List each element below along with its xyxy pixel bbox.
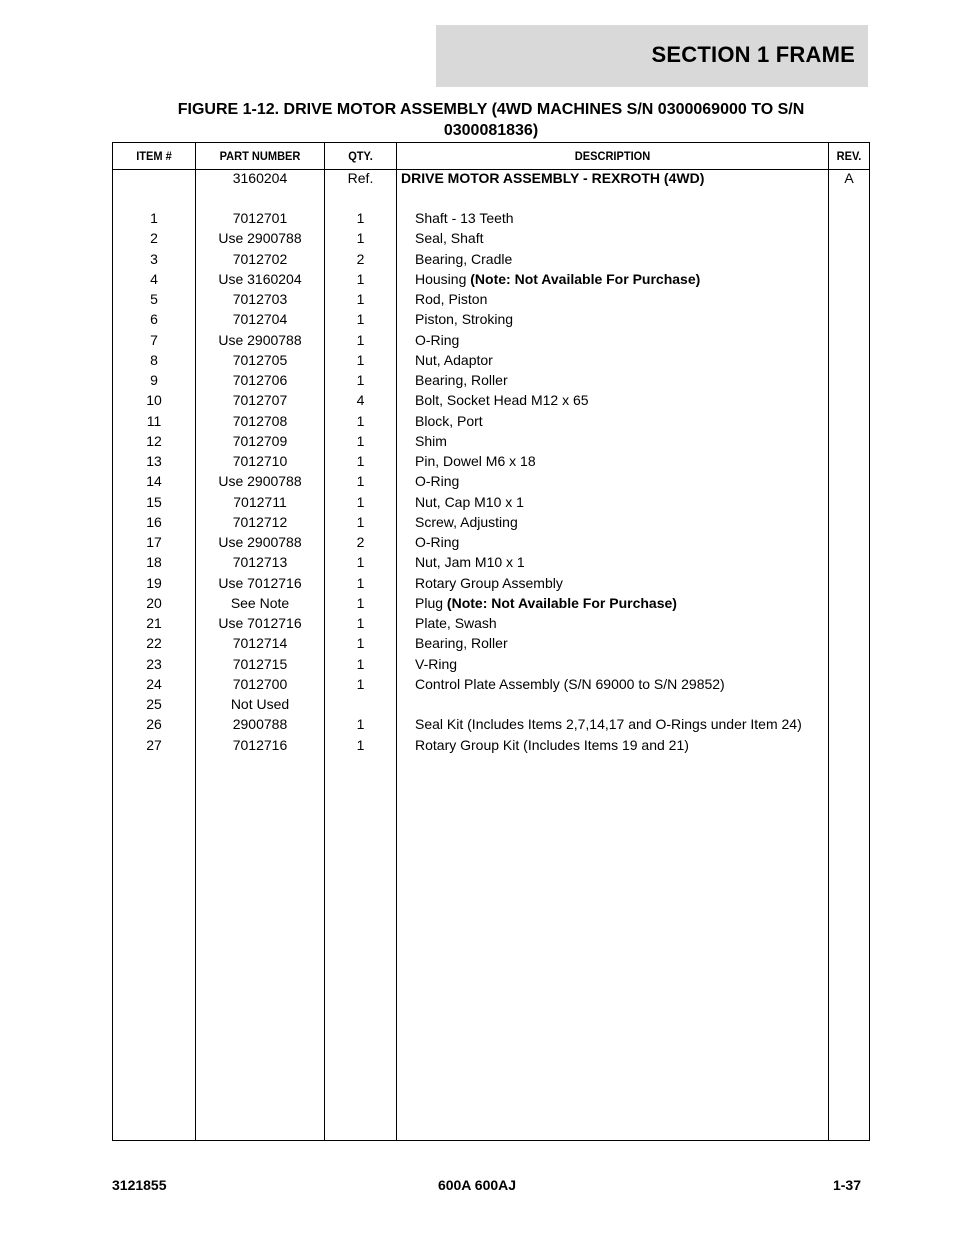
- table-row: [113, 311, 869, 331]
- item-number: 10: [146, 392, 162, 409]
- quantity: 1: [356, 615, 365, 631]
- table-row: [113, 453, 869, 473]
- item-number: 22: [146, 635, 162, 652]
- footer-model: 600A 600AJ: [437, 1177, 517, 1193]
- section-banner: [436, 25, 868, 87]
- quantity: 2: [356, 534, 365, 550]
- description: [415, 554, 525, 570]
- description: [415, 473, 459, 489]
- part-number: 7012708: [232, 412, 288, 429]
- description-text: O-Ring: [415, 331, 460, 348]
- description-text: Rod, Piston: [415, 291, 488, 307]
- item-number: 12: [146, 432, 162, 449]
- part-number: 7012711: [233, 493, 287, 510]
- description: DRIVE MOTOR ASSEMBLY - REXROTH (4WD): [401, 170, 705, 186]
- description: [415, 271, 700, 287]
- figure-title-line-1: FIGURE 1-12. DRIVE MOTOR ASSEMBLY (4WD MACHINES S/N 0300069000 TO S/N: [177, 101, 805, 118]
- part-number: 7012713: [232, 554, 288, 571]
- item-number: 25: [146, 696, 162, 712]
- table-row: [113, 210, 869, 230]
- table-row: [113, 534, 869, 554]
- table-row: [113, 595, 869, 615]
- table-row: [113, 251, 869, 271]
- description: [415, 534, 459, 550]
- description: [415, 291, 487, 307]
- description-text: Bolt, Socket Head M12 x 65: [415, 392, 589, 409]
- table-row: [113, 494, 869, 514]
- description-text: Nut, Cap M10 x 1: [415, 493, 524, 510]
- revision: A: [844, 170, 854, 186]
- description: [415, 392, 589, 408]
- quantity: 1: [356, 210, 365, 226]
- item-number: 7: [150, 331, 158, 348]
- part-number: 7012701: [232, 210, 288, 226]
- table-row: [113, 271, 869, 291]
- quantity: 1: [356, 655, 365, 672]
- description-note: (Note: Not Available For Purchase): [470, 270, 701, 287]
- part-number: Use 7012716: [218, 615, 302, 631]
- description: [415, 737, 689, 753]
- quantity: 1: [356, 291, 365, 307]
- item-number: 4: [150, 270, 158, 287]
- part-number: 7012710: [232, 453, 288, 469]
- parts-table: [112, 142, 870, 1141]
- description: [415, 230, 484, 246]
- table-row: [113, 615, 869, 635]
- description: [415, 311, 513, 327]
- part-number: 7012702: [232, 250, 288, 267]
- part-number: Use 3160204: [218, 270, 302, 287]
- description-text: Plug: [415, 594, 444, 611]
- description-text: Bearing, Roller: [415, 635, 508, 652]
- table-row: [113, 737, 869, 757]
- description-text: Screw, Adjusting: [415, 513, 518, 530]
- quantity: 1: [356, 473, 365, 490]
- table-row: [113, 716, 869, 736]
- description-text: Block, Port: [415, 412, 483, 429]
- item-number: 6: [150, 311, 158, 328]
- item-number: 24: [146, 675, 162, 692]
- item-number: 27: [146, 736, 162, 753]
- quantity: 1: [356, 716, 365, 733]
- description-text: Housing: [415, 270, 467, 287]
- quantity: 1: [356, 635, 365, 652]
- part-number: 7012707: [232, 392, 288, 409]
- quantity: 1: [356, 574, 365, 591]
- item-number: 1: [150, 210, 158, 226]
- item-number: 3: [150, 250, 158, 267]
- table-row: [113, 332, 869, 352]
- part-number: 7012703: [232, 291, 288, 307]
- part-number: Use 2900788: [218, 331, 302, 348]
- description-text: Seal Kit (Includes Items 2,7,14,17 and O-Rings under Item 24): [415, 716, 802, 733]
- part-number: 7012704: [232, 311, 288, 328]
- description-text: Rotary Group Assembly: [415, 574, 563, 591]
- quantity: 1: [356, 594, 365, 611]
- description: [415, 676, 725, 692]
- item-number: 16: [146, 513, 162, 530]
- table-row: [113, 291, 869, 311]
- table-row: [113, 575, 869, 595]
- part-number: 2900788: [232, 716, 288, 733]
- table-row: [113, 372, 869, 392]
- table-header: [113, 143, 869, 170]
- description-text: O-Ring: [415, 534, 460, 550]
- header-item: ITEM #: [136, 149, 172, 163]
- item-number: 2: [150, 230, 158, 247]
- part-number: Use 2900788: [218, 534, 302, 550]
- description: [415, 635, 508, 651]
- description: [415, 514, 518, 530]
- footer-doc-number: 3121855: [112, 1177, 167, 1193]
- part-number: 7012706: [232, 372, 288, 388]
- table-row: [113, 656, 869, 676]
- description: [415, 433, 447, 449]
- description-text: Bearing, Roller: [415, 372, 508, 388]
- item-number: 15: [146, 493, 162, 510]
- description: [415, 210, 514, 226]
- part-number: 7012700: [232, 675, 288, 692]
- description: [415, 453, 536, 469]
- quantity: 1: [356, 554, 365, 571]
- table-row: [113, 392, 869, 412]
- table-row: [113, 473, 869, 493]
- description: [415, 372, 508, 388]
- table-row: [113, 554, 869, 574]
- description: [415, 413, 483, 429]
- quantity: 1: [356, 432, 365, 449]
- quantity: 1: [356, 736, 365, 753]
- item-number: 18: [146, 554, 162, 571]
- description: [415, 716, 802, 732]
- table-row: [113, 676, 869, 696]
- quantity: 1: [356, 372, 365, 388]
- table-row: [113, 413, 869, 433]
- header-description: DESCRIPTION: [574, 149, 651, 163]
- quantity: 2: [356, 250, 365, 267]
- description: [415, 615, 497, 631]
- part-number: 7012714: [232, 635, 288, 652]
- item-number: 14: [146, 473, 162, 490]
- part-number: 7012705: [232, 351, 288, 368]
- quantity: 1: [356, 351, 365, 368]
- part-number: Use 2900788: [218, 230, 302, 247]
- description-text: Shim: [415, 432, 447, 449]
- description: [415, 575, 563, 591]
- part-number: 7012712: [232, 513, 288, 530]
- quantity: 1: [356, 513, 365, 530]
- item-number: 17: [146, 534, 162, 550]
- description: [415, 656, 457, 672]
- part-number: 7012715: [232, 655, 288, 672]
- description-text: O-Ring: [415, 473, 460, 490]
- item-number: 13: [146, 453, 162, 469]
- description-text: Seal, Shaft: [415, 230, 484, 247]
- item-number: 8: [150, 351, 158, 368]
- quantity: 1: [356, 311, 365, 328]
- item-number: 23: [146, 655, 162, 672]
- header-qty: QTY.: [348, 149, 373, 163]
- description-text: V-Ring: [415, 655, 458, 672]
- section-title: SECTION 1 FRAME: [651, 42, 855, 67]
- table-row-assembly: [113, 170, 869, 190]
- description-text: Rotary Group Kit (Includes Items 19 and 21): [415, 736, 689, 753]
- item-number: 19: [146, 574, 162, 591]
- part-number: 3160204: [232, 170, 288, 186]
- part-number: Not Used: [230, 696, 290, 712]
- quantity: 4: [356, 392, 365, 409]
- quantity: Ref.: [347, 170, 374, 186]
- quantity: 1: [356, 412, 365, 429]
- description-text: Pin, Dowel M6 x 18: [415, 453, 536, 469]
- footer-page-number: 1-37: [832, 1177, 861, 1193]
- quantity: 1: [356, 230, 365, 247]
- item-number: 5: [150, 291, 158, 307]
- item-number: 26: [146, 716, 162, 733]
- figure-title: [112, 99, 870, 141]
- item-number: 20: [146, 594, 162, 611]
- part-number: Use 2900788: [218, 473, 302, 490]
- figure-title-line-2: 0300081836): [443, 122, 539, 139]
- part-number: See Note: [230, 594, 290, 611]
- item-number: 9: [150, 372, 158, 388]
- part-number: Use 7012716: [218, 574, 302, 591]
- table-row: [113, 635, 869, 655]
- quantity: 1: [356, 675, 365, 692]
- description: [415, 595, 677, 611]
- description: [415, 352, 493, 368]
- description-text: Nut, Adaptor: [415, 351, 493, 368]
- part-number: 7012716: [232, 736, 288, 753]
- description: [415, 251, 512, 267]
- table-row: [113, 696, 869, 716]
- quantity: 1: [356, 270, 365, 287]
- description-text: Shaft - 13 Teeth: [415, 210, 514, 226]
- description-text: Nut, Jam M10 x 1: [415, 554, 525, 571]
- table-row: [113, 352, 869, 372]
- table-row: [113, 514, 869, 534]
- header-part-number: PART NUMBER: [219, 149, 301, 163]
- description: [415, 494, 524, 510]
- quantity: 1: [356, 493, 365, 510]
- description-text: Control Plate Assembly (S/N 69000 to S/N 29852): [415, 675, 725, 692]
- description-text: Piston, Stroking: [415, 311, 514, 328]
- header-rev: REV.: [836, 149, 862, 163]
- description-text: Bearing, Cradle: [415, 250, 513, 267]
- quantity: 1: [356, 331, 365, 348]
- description: [415, 332, 459, 348]
- description-note: (Note: Not Available For Purchase): [446, 594, 677, 611]
- table-row: [113, 230, 869, 250]
- item-number: 21: [146, 615, 162, 631]
- table-row: [113, 433, 869, 453]
- description-text: Plate, Swash: [415, 615, 497, 631]
- item-number: 11: [146, 412, 162, 429]
- part-number: 7012709: [232, 432, 288, 449]
- quantity: 1: [356, 453, 365, 469]
